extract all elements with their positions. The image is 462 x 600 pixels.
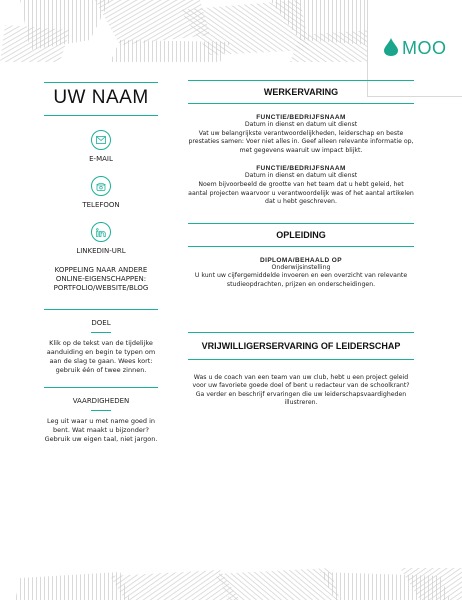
phone-label: TELEFOON (82, 201, 120, 209)
experience-heading: WERKERVARING (263, 87, 339, 97)
logo-text: MOO (402, 38, 447, 58)
school-name: Onderwijsinstelling (271, 263, 331, 271)
goal-title: DOEL (91, 319, 111, 327)
job-entry (188, 165, 414, 206)
decorative-pattern-bottom (0, 568, 462, 600)
skills-title: VAARDIGHEDEN (72, 397, 130, 405)
mini-divider (91, 410, 111, 411)
right-column (188, 80, 414, 408)
goal-text: Klik op de tekst van de tijdelijke aanduiding en begin te typen om aan de slag te gaan. Wees kort: gebruik één of twee zinnen. (46, 339, 156, 374)
email-icon (91, 130, 111, 150)
job-dates: Datum in dienst en datum uit dienst (244, 172, 358, 180)
skills-text: Leg uit waar u met name goed in bent. Wat maakt u bijzonder? Gebruik uw eigen taal, niet jargon. (44, 417, 158, 443)
divider (44, 309, 158, 310)
education-description: U kunt uw cijfergemiddelde invoeren en een overzicht van relevante studieopdrachten, prijzen en onderscheidingen. (194, 272, 408, 288)
job-title: FUNCTIE/BEDRIJFSNAAM (256, 114, 346, 121)
linkedin-label: LINKEDIN-URL (76, 247, 126, 255)
phone-icon (91, 176, 111, 196)
divider (44, 387, 158, 388)
divider (44, 82, 158, 83)
moo-drop-icon (384, 38, 398, 56)
job-description: Noem bijvoorbeeld de grootte van het team dat u hebt geleid, het aantal projecten waarvoor u verantwoordelijk was of het aantal artikelen dat u hebt geschreven. (188, 180, 414, 206)
email-label: E-MAIL (89, 155, 113, 163)
left-column (44, 82, 158, 444)
volunteer-heading: VRIJWILLIGERSERVARING OF LEIDERSCHAP (201, 340, 401, 351)
divider (188, 246, 414, 247)
divider (188, 359, 414, 360)
contact-phone[interactable] (44, 176, 158, 210)
education-entry (188, 257, 414, 290)
divider (44, 115, 158, 116)
job-dates: Datum in dienst en datum uit dienst (244, 121, 358, 128)
education-heading: OPLEIDING (276, 229, 326, 240)
resume-name: UW NAAM (53, 87, 149, 108)
degree-title: DIPLOMA/BEHAALD OP (260, 256, 342, 264)
linkedin-icon (91, 222, 111, 242)
job-description: Vat uw belangrijkste verantwoordelijkheden, leiderschap en beste prestaties samen: Voer niet alles in. Geef alleen relevante informatie op, met gegevens waaruit uw impact blijkt. (188, 129, 414, 154)
volunteer-description: Was u de coach van een team van uw club, hebt u een project geleid voor uw favoriete goede doel of bent u redacteur van de schoolkrant? Ga verder en beschrijf ervaringen die uw leiderschapsvaardigheden illustreren. (192, 373, 410, 407)
divider (188, 103, 414, 104)
online-links: KOPPELING NAAR ANDERE ONLINE-EIGENSCHAPPEN: PORTFOLIO/WEBSITE/BLOG (53, 266, 149, 292)
mini-divider (91, 332, 111, 333)
job-title: FUNCTIE/BEDRIJFSNAAM (256, 165, 346, 173)
contact-linkedin[interactable] (44, 222, 158, 256)
job-entry (188, 114, 414, 155)
contact-email[interactable] (44, 130, 158, 164)
